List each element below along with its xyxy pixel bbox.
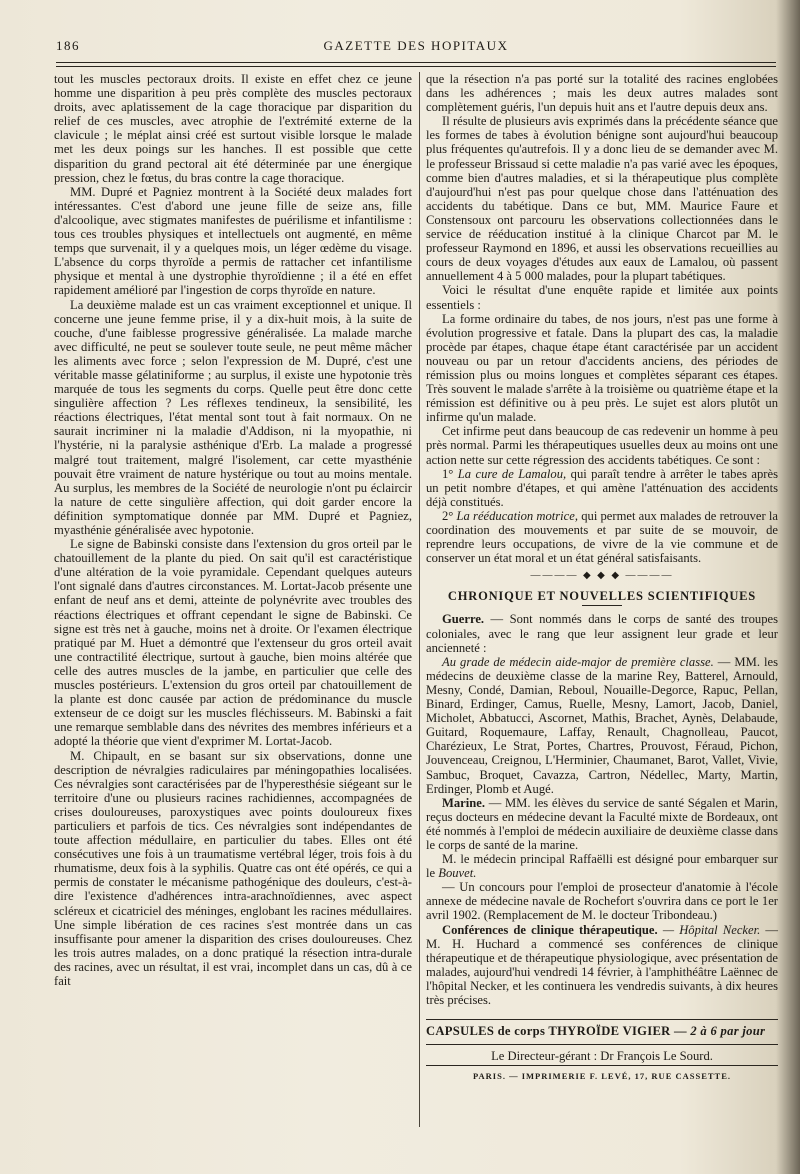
paragraph: tout les muscles pectoraux droits. Il existe en effet chez ce jeune homme une disparition à peu près complète des muscles pectoraux droits, avec aplatissement de la cage thoracique par disparition du relief de ces muscles, avec atrophie de l'extrémité externe de la clavicule ; le méplat ainsi créé est surtout visible lorsque le malade met les deux poings sur les hanches. Il est possible que cette disparition du grand pectoral ait été déterminée par une énergique pression, chez le fœtus, du bras contre la cage thoracique. — [54, 72, 412, 185]
paragraph: MM. Dupré et Pagniez montrent à la Société deux malades fort intéressantes. C'est d'abord une jeune fille de seize ans, fille d'alcoolique, avec stigmates manifestes de puérilisme et infantilisme : tous ces troubles physiques et intellectuels ont augmenté, en même temps que survenait, il y a quelques mois, un léger œdème du visage. L'absence du corps thyroïde a permis de rattacher cet infantilisme physique et mental à une dystrophie thyroïdienne ; il a été en effet rapidement amélioré par l'ingestion de corps thyroïde en nature. — [54, 184, 412, 298]
item-text: qui permet aux malades de retrouver la coordination des mouvements et par suite de se mouvoir, de reprendre leurs occupations, de vivre de la vie commune et de conserver un état moral et un état général satisfaisants. — [426, 508, 779, 566]
section-ornament: ———— ◆ ◆ ◆ ———— — [530, 570, 674, 582]
publication-title: GAZETTE DES HOPITAUX — [323, 38, 509, 53]
header-rule-thin — [56, 66, 776, 67]
news-heading: Marine. — [442, 795, 486, 810]
paragraph: Voici le résultat d'une enquête rapide et limitée aux points essentiels : — [426, 283, 778, 312]
director-line: Le Directeur-gérant : Dr François Le Sourd. — [426, 1044, 778, 1063]
item-title: La cure de Lamalou, — [457, 466, 567, 481]
news-heading: Conférences de clinique thérapeutique. — [442, 922, 658, 937]
news-heading: Guerre. — [442, 612, 485, 627]
item-number: 1° — [442, 466, 454, 481]
news-text: — M. H. Huchard a commencé ses conférences de clinique thérapeutique et de thérapeutique physiologique, avec présentation de malades, aujourd'hui vendredi 14 février, à l'amphithéâtre Laënnec de l'hôpital Necker, et les continuera les vendredis suivants, à dix heures très précises. — [426, 922, 778, 1007]
numbered-item — [426, 467, 778, 509]
news-text: — MM. les élèves du service de santé Ségalen et Marin, reçus docteurs en médecine devant la Faculté mixte de Bordeaux, ont été nommés à l'emploi de médecin auxiliaire de deuxième classe dans le corps de santé de la marine. — [426, 795, 778, 852]
paragraph: La forme ordinaire du tabes, de nos jours, n'est pas une forme à évolution progressive et fatale. Dans la plupart des cas, la maladie procède par étapes, chaque étape étant caractérisée par un accident nouveau ou par un retour d'accidents anciens, des périodes de rémission plus ou moins longues et complètes séparant ces étapes. Très souvent le malade s'arrête à la troisième ou quatrième étape et la rémission est définitive ou à peu près. Le sujet est alors plutôt un infirme qu'un malade. — [426, 311, 778, 425]
news-item: — Un concours pour l'emploi de prosecteur d'anatomie à l'école annexe de médecine navale de Rochefort s'ouvrira dans ce port le 1er avril 1902. (Remplacement de M. le docteur Tribondeau.) — [426, 880, 778, 923]
paragraph: que la résection n'a pas porté sur la totalité des racines englobées dans les adhérences ; mais les deux autres malades sont complètement guéris, l'un depuis huit ans et l'autre depuis deux ans. — [426, 72, 778, 115]
paragraph: Il résulte de plusieurs avis exprimés dans la précédente séance que les formes de tabes à évolution bénigne sont aujourd'hui beaucoup plus fréquentes qu'autrefois. Il y a donc lieu de se demander avec M. le professeur Brissaud si cette maladie n'a pas varié avec les époques, comme bien d'autres maladies, et si la thérapeutique plus complète d'aujourd'hui n'est pas pour quelque chose dans l'atténuation des accidents du tabétique. Dans ce but, MM. Maurice Faure et Constensoux ont parcouru les observations collectionnées dans le service de rééducation institué à la clinique Charcot par M. le professeur Raymond en 1896, et aussi les observations recueillies au cours de deux voyages d'études aux eaux de Lamalou, où passent annuellement 4 à 5 000 malades, pour la plupart tabétiques. — [426, 114, 778, 284]
right-column — [426, 72, 778, 1083]
ad-text: CAPSULES de corps THYROÏDE VIGIER — — [426, 1024, 687, 1039]
advertisement — [426, 1019, 778, 1038]
item-title: La rééducation motrice, — [456, 508, 579, 523]
news-text: — Sont nommés dans le corps de santé des troupes coloniales, avec le rang que leur assignent leur grade et leur ancienneté : — [426, 612, 778, 655]
news-item — [426, 655, 778, 796]
left-column — [54, 72, 412, 988]
paragraph: Cet infirme peut dans beaucoup de cas redevenir un homme à peu près normal. Parmi les thérapeutiques usuelles deux au moins ont une action nette sur cette régression des accidents tabétiques. Ce sont : — [426, 424, 778, 467]
paragraph: M. Chipault, en se basant sur six observations, donne une description de névralgies radiculaires par méningopathies localisées. Ces névralgies sont caractérisées par de l'hyperesthésie siégeant sur le territoire d'une ou plusieurs racines rachidiennes, accompagnées de crises douloureuses, paroxystiques avec points douloureux fixes particuliers et parfois de tics. Ces névralgies sont indépendantes de toute affection médullaire, en particulier du tabes. Elles ont été consécutives une fois à un traumatisme vertébral léger, trois fois à du rhumatisme, deux fois à la syphilis. Quatre cas ont été opérés, ce qui a permis de constater le mécanisme pathogénique des douleurs, c'est-à-dire l'existence d'adhérences intra-arachnoïdiennes, avec aspect scléreux et cicatriciel des méninges, englobant les racines médullaires. Une simple libération de ces racines s'est montrée dans un cas insuffisante pour amener la disparition des crises douloureuses. Chez les trois autres malades, on a donc pratiqué la résection intra-durale des racines, avec un résultat, il est vrai, incomplet dans un cas, dû à ce fait — [54, 748, 412, 988]
ad-dosage: 2 à 6 par jour — [690, 1024, 766, 1039]
paragraph: La deuxième malade est un cas vraiment exceptionnel et unique. Il concerne une jeune femme prise, il y a dix-huit mois, à la suite de couche, d'une faiblesse progressive généralisée. La malade marche avec difficulté, ne peut se soulever toute seule, ne peut même mâcher les aliments avec force ; selon l'expression de M. Dupré, c'est une véritable masse gélatiniforme ; au surplus, il existe une hypotonie très marquée de tous les segments du corps. Quelle peut être donc cette singulière affection ? Les réflexes tendineux, la sensibilité, les réactions électriques, l'état mental sont tout à fait normaux. On ne saurait incriminer ni la maladie d'Addison, ni la myopathie, ni l'hystérie, ni la paralysie asthénique d'Erb. La malade a progressé malgré tout traitement, malgré l'isolement, car cette myasthénie pouvait être vraiment de nature hystérique ou tout au moins mentale. Au surplus, les membres de la Société de neurologie n'ont pu éclaircir la nature de cette singulière affection, qui doit garder encore la définition symptomatique donnée par MM. Dupré et Pagniez, myasthénie généralisée avec hypotonie. — [54, 297, 412, 537]
news-text: — MM. les médecins de deuxième classe de la marine Rey, Batterel, Arnould, Mesny, Condé, Damian, Reboul, Nouaille-Degorce, Rapuc, Pellan, Binard, Erdinger, Camus, Ruelle, Mesny, Lamort, Jacob, Daniel, Micholet, Abbatucci, Ascornet, Mathis, Brachet, Aynès, Delabaude, Guitard, Roquemaure, Laffay, Renault, Chagnolleau, Paucot, Charézieux, Le Strat, Portes, Chartres, Prouvost, Féraud, Pichon, Jouvenceau, Creignou, L'Herminier, Chaumanet, Barot, Vallet, Vivie, Sambuc, Broquet, Cavazza, Cartron, Nédellec, Marty, Martin, Erdinger, Plomb et Augé. — [426, 654, 778, 796]
item-number: 2° — [442, 508, 454, 523]
news-item — [426, 923, 778, 1008]
news-item — [426, 612, 778, 654]
column-separator — [419, 72, 420, 1127]
page-header — [56, 38, 776, 60]
numbered-item — [426, 509, 778, 565]
ship-name: Bouvet. — [438, 866, 477, 881]
news-item — [426, 852, 778, 880]
news-text: M. le médecin principal Raffaëlli est désigné pour embarquer sur le — [426, 852, 778, 881]
printer-line: PARIS. — IMPRIMERIE F. LEVÉ, 17, RUE CASSETTE. — [426, 1065, 778, 1083]
news-location: — Hôpital Necker. — [662, 922, 761, 937]
page-number: 186 — [56, 38, 80, 53]
paragraph: Le signe de Babinski consiste dans l'extension du gros orteil par le chatouillement de la plante du pied. On sait qu'il est caractéristique d'une altération de la voie pyramidale. Cependant quelques auteurs l'ont signalé dans d'autres circonstances. M. Lortat-Jacob présente une enfant de neuf ans et demi, atteinte de polynévrite avec troubles des réactions électriques et offrant cependant le signe de Babinski. Ce signe est très net à gauche, moins net à droite. Or l'examen électrique pratiqué par M. Huet a démontré que l'extenseur du gros orteil avait une contractilité électrique, surtout à gauche, bien moins altérée que celle des autres muscles de la jambe, en particulier que celle des muscles postérieurs. L'extension du gros orteil par chatouillement de la plante est donc causée par action de prédominance du muscle extenseur de ce doigt sur les muscles fléchisseurs. M. Babinski a fait une remarque semblable dans des névrites des membres inférieurs et a adopté la théorie que vient d'exprimer M. Lortat-Jacob. — [54, 537, 412, 749]
item-text: qui paraît tendre à arrêter le tabes après un petit nombre d'étapes, et qui amène l'atténuation des accidents déjà constitués. — [426, 466, 778, 509]
section-title: CHRONIQUE ET NOUVELLES SCIENTIFIQUES — [447, 589, 757, 604]
header-rule — [56, 62, 776, 63]
title-rule — [582, 605, 622, 606]
news-subheading: Au grade de médecin aide-major de première classe. — [442, 654, 714, 669]
news-item — [426, 796, 778, 852]
